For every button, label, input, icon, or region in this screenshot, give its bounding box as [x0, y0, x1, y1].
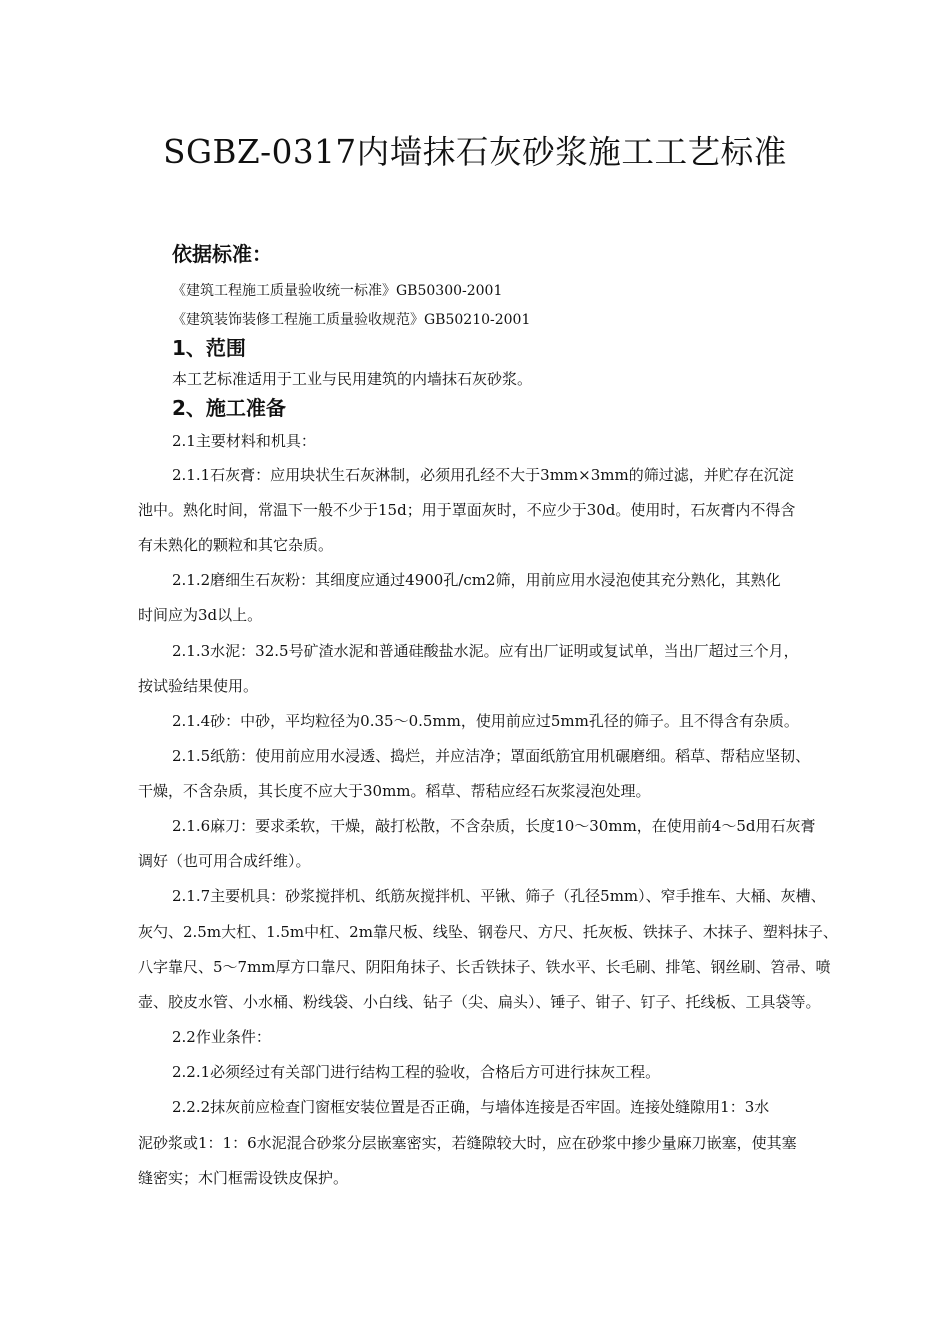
paragraph-line: 2.2作业条件： [172, 1028, 271, 1046]
paragraph-line: 2.1.5纸筋：使用前应用水浸透、捣烂，并应洁净；罩面纸筋宜用机碾磨细。稻草、帮秸应坚韧、 [172, 747, 811, 765]
paragraph-line: 2.1.3水泥：32.5号矿渣水泥和普通硅酸盐水泥。应有出厂证明或复试单，当出厂超过三个月， [172, 642, 799, 660]
paragraph-line: 时间应为3d以上。 [138, 606, 263, 624]
paragraph-line: 2.1.2磨细生石灰粉：其细度应通过4900孔/cm2筛，用前应用水浸泡使其充分熟化，其熟化 [172, 571, 781, 589]
paragraph-line: 泥砂浆或1：1：6水泥混合砂浆分层嵌塞密实，若缝隙较大时，应在砂浆中掺少量麻刀嵌塞，使其塞 [138, 1134, 797, 1152]
paragraph-line: 2.1.1石灰膏：应用块状生石灰淋制，必须用孔经不大于3mm×3mm的筛过滤，并贮存在沉淀 [172, 466, 794, 484]
paragraph-line: 池中。熟化时间，常温下一般不少于15d；用于罩面灰时，不应少于30d。使用时，石灰膏内不得含 [138, 501, 796, 519]
paragraph-line: 八字靠尺、5～7mm厚方口靠尺、阴阳角抹子、长舌铁抹子、铁水平、长毛刷、排笔、钢丝刷、笤帚、喷 [138, 958, 831, 976]
document-title: SGBZ-0317内墙抹石灰砂浆施工工艺标准 [163, 133, 787, 171]
paragraph-line: 2.1.4砂：中砂，平均粒径为0.35～0.5mm，使用前应过5mm孔径的筛子。且不得含有杂质。 [172, 712, 799, 730]
paragraph-line: 2.2.2抹灰前应检查门窗框安装位置是否正确，与墙体连接是否牢固。连接处缝隙用1：3水 [172, 1098, 770, 1116]
paragraph-line: 2.1.7主要机具：砂浆搅拌机、纸筋灰搅拌机、平锹、筛子（孔径5mm）、窄手推车、大桶、灰槽、 [172, 887, 826, 905]
paragraph-line: 有未熟化的颗粒和其它杂质。 [138, 536, 334, 554]
section-heading-preparation: 2、施工准备 [172, 396, 286, 420]
paragraph-line: 2.2.1必须经过有关部门进行结构工程的验收，合格后方可进行抹灰工程。 [172, 1063, 661, 1081]
paragraph-line: 本工艺标准适用于工业与民用建筑的内墙抹石灰砂浆。 [172, 370, 533, 388]
paragraph-line: 干燥，不含杂质，其长度不应大于30mm。稻草、帮秸应经石灰浆浸泡处理。 [138, 782, 651, 800]
paragraph-line: 壶、胶皮水管、小水桶、粉线袋、小白线、钻子（尖、扁头）、锤子、钳子、钉子、托线板、工具袋等。 [138, 993, 821, 1011]
basis-heading: 依据标准： [172, 242, 272, 266]
paragraph-line: 灰勺、2.5m大杠、1.5m中杠、2m靠尺板、线坠、钢卷尺、方尺、托灰板、铁抹子、木抹子、塑料抹子、 [138, 923, 838, 941]
paragraph-line: 按试验结果使用。 [138, 677, 259, 695]
paragraph-line: 调好（也可用合成纤维）。 [138, 852, 311, 870]
paragraph-line: 2.1主要材料和机具： [172, 432, 316, 450]
paragraph-line: 2.1.6麻刀：要求柔软，干燥，敲打松散，不含杂质，长度10～30mm，在使用前4～5d用石灰膏 [172, 817, 816, 835]
section-heading-scope: 1、范围 [172, 336, 246, 360]
reference-standard: 《建筑工程施工质量验收统一标准》GB50300-2001 [172, 283, 503, 299]
paragraph-line: 缝密实；木门框需设铁皮保护。 [138, 1169, 349, 1187]
reference-standard: 《建筑装饰装修工程施工质量验收规范》GB50210-2001 [172, 312, 531, 328]
